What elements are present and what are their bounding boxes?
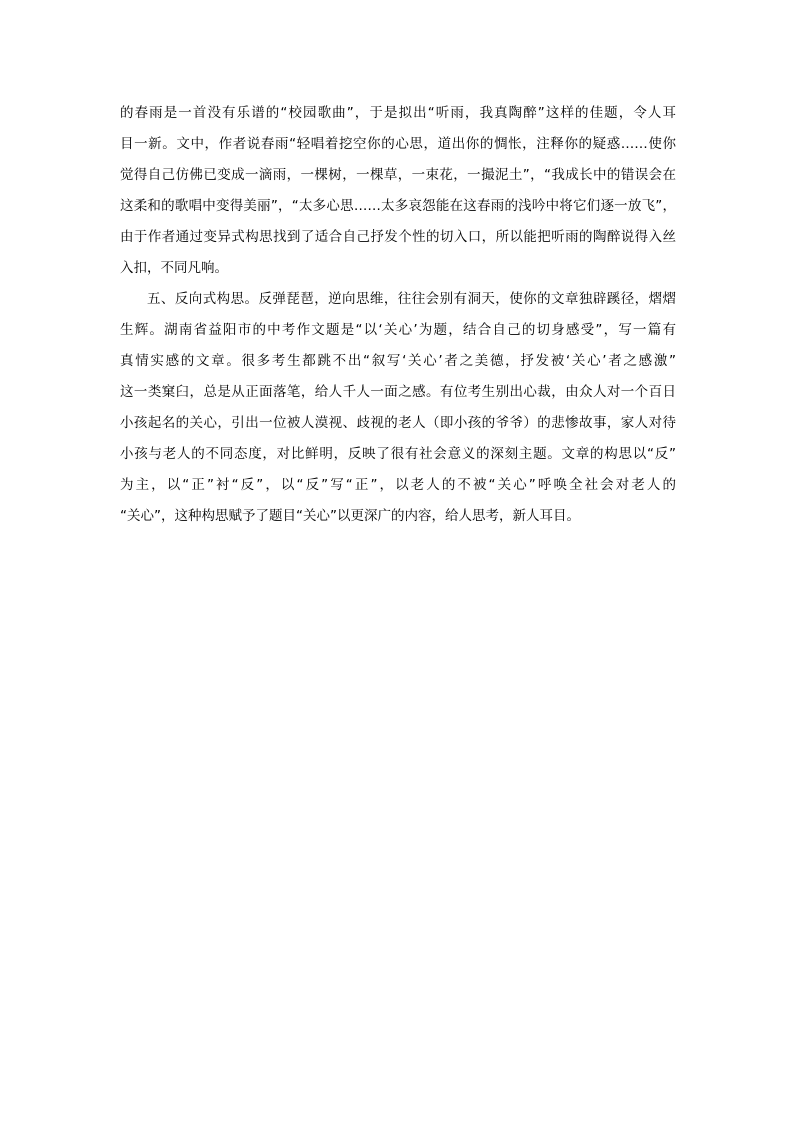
text-line: 为主，以“正”衬“反”，以“反”写“正”，以老人的不被“关心”呼唤全社会对老人的 <box>120 477 676 493</box>
text-line: 觉得自己仿佛已变成一滴雨，一棵树，一棵草，一束花，一撮泥土”，“我成长中的错误会在 <box>120 167 676 183</box>
text-line: 由于作者通过变异式构思找到了适合自己抒发个性的切入口，所以能把听雨的陶醉说得入丝 <box>120 229 676 245</box>
text-line: 小孩起名的关心，引出一位被人漠视、歧视的老人（即小孩的爷爷）的悲惨故事，家人对待 <box>120 415 676 431</box>
text-line: “关心”，这种构思赋予了题目“关心”以更深广的内容，给人思考，新人耳目。 <box>120 508 580 524</box>
text-line: 真情实感的文章。很多考生都跳不出“叙写‘关心’者之美德，抒发被‘关心’者之感激” <box>120 353 676 369</box>
text-line: 目一新。文中，作者说春雨“轻唱着挖空你的心思，道出你的惆怅，注释你的疑惑……使你 <box>120 136 676 152</box>
text-line: 小孩与老人的不同态度，对比鲜明，反映了很有社会意义的深刻主题。文章的构思以“反” <box>120 446 676 462</box>
text-line: 生辉。湖南省益阳市的中考作文题是“以‘关心’为题，结合自己的切身感受”，写一篇有 <box>120 322 676 338</box>
paragraph-2 <box>120 284 676 532</box>
text-line: 这柔和的歌唱中变得美丽”，“太多心思……太多哀怨能在这春雨的浅吟中将它们逐一放飞”， <box>120 198 676 214</box>
document-body <box>120 98 676 532</box>
paragraph-1 <box>120 98 676 284</box>
text-line: 的春雨是一首没有乐谱的“校园歌曲”，于是拟出“听雨，我真陶醉”这样的佳题，令人耳 <box>120 105 676 121</box>
text-line: 五、反向式构思。反弹琵琶，逆向思维，往往会别有洞天，使你的文章独辟蹊径，熠熠 <box>147 291 676 307</box>
text-line: 这一类窠臼，总是从正面落笔，给人千人一面之感。有位考生别出心裁，由众人对一个百日 <box>120 384 676 400</box>
text-line: 入扣，不同凡响。 <box>120 260 228 276</box>
